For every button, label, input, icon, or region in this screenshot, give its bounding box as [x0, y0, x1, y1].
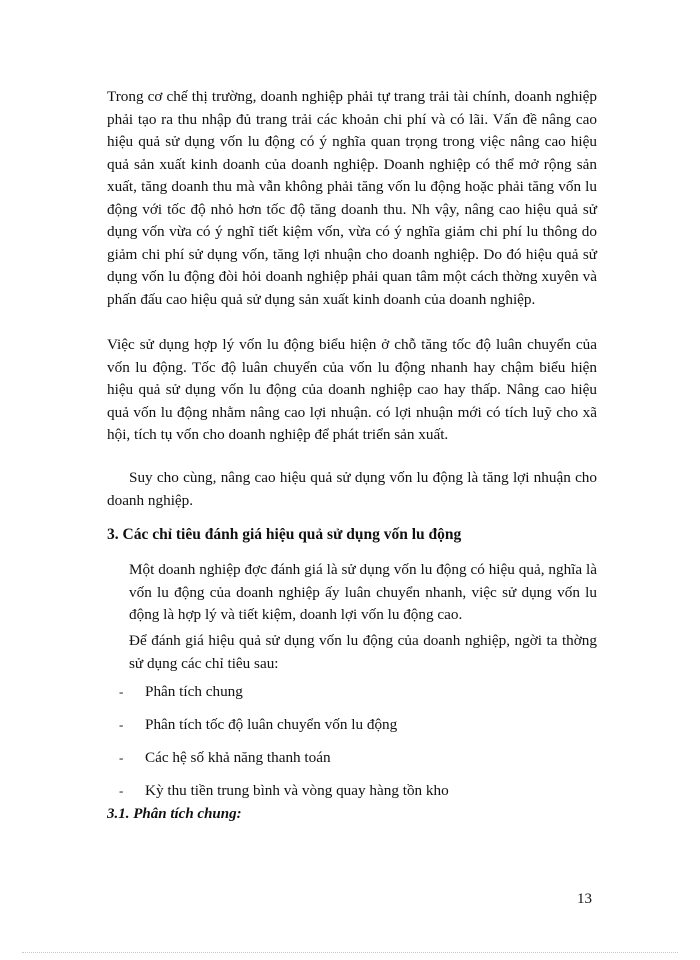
list-item	[119, 681, 589, 714]
list-item	[119, 714, 589, 747]
paragraph-indicators-intro	[129, 630, 597, 675]
paragraph-effective-definition	[129, 559, 597, 627]
paragraph-text: Một doanh nghiệp đợc đánh giá là sử dụng vốn lu động có hiệu quả, nghĩa là vốn lu động của doanh nghiệp ấy luân chuyển nhanh, việc sử dụng vốn lu động là hợp lý và tiết kiệm, doanh lợi vốn lu động cao.	[129, 561, 597, 623]
paragraph-text: Trong cơ chế thị trường, doanh nghiệp phải tự trang trải tài chính, doanh nghiệp phải tạo ra thu nhập đủ trang trải các khoản chi phí và có lãi. Vấn đề nâng cao hiệu quả sử dụng vốn lu động có ý nghĩa quan trọng trong việc nâng cao hiệu quả sản xuất kinh doanh của doanh nghiệp. Doanh nghiệp có thể mở rộng sản xuất, tăng doanh thu mà vẫn không phải tăng vốn lu động hoặc phải tăng vốn lu động với tốc độ nhỏ hơn tốc độ tăng doanh thu. Nh vậy, nâng cao hiệu quả sử dụng vốn vừa có ý nghĩ tiết kiệm vốn, vừa có ý nghĩa giảm chi phí lu thông do giảm chi phí sử dụng vốn, tăng lợi nhuận cho doanh nghiệp. Do đó hiệu quả sử dụng vốn lu động đòi hỏi doanh nghiệp phải quan tâm một cách thờng xuyên và phấn đấu cao hiệu quả sử dụng sản xuất kinh doanh của doanh nghiệp.	[107, 88, 597, 308]
paragraph-conclusion	[107, 467, 597, 512]
page-number: 13	[577, 891, 592, 907]
list-item-text: Phân tích chung	[145, 683, 243, 700]
list-item	[119, 747, 589, 780]
section-heading: 3. Các chỉ tiêu đánh giá hiệu quả sử dụng vốn lu động	[107, 526, 462, 543]
paragraph-text: Để đánh giá hiệu quả sử dụng vốn lu động của doanh nghiệp, ngời ta thờng sử dụng các chỉ tiêu sau:	[129, 632, 597, 672]
bullet-marker: -	[119, 717, 124, 732]
bullet-marker: -	[119, 750, 124, 765]
footer-divider	[22, 952, 678, 953]
list-item-text: Các hệ số khả năng thanh toán	[145, 749, 331, 766]
list-item-text: Kỳ thu tiền trung bình và vòng quay hàng tồn kho	[145, 782, 449, 799]
paragraph-rational-use	[107, 334, 597, 447]
subsection-heading: 3.1. Phân tích chung:	[107, 806, 242, 822]
paragraph-text: Suy cho cùng, nâng cao hiệu quả sử dụng vốn lu động là tăng lợi nhuận cho doanh nghiệp.	[107, 469, 597, 509]
bullet-marker: -	[119, 684, 124, 699]
paragraph-text: Việc sử dụng hợp lý vốn lu động biểu hiện ở chỗ tăng tốc độ luân chuyển của vốn lu động. Tốc độ luân chuyển của vốn lu động nhanh hay chậm biểu hiện hiệu quả sử dụng vốn lu động của doanh nghiệp cao hay thấp. Nâng cao hiệu quả vốn lu động nhằm nâng cao lợi nhuận. có lợi nhuận mới có tích luỹ cho xã hội, tích tụ vốn cho doanh nghiệp để phát triển sản xuất.	[107, 336, 597, 443]
paragraph-efficiency-importance	[107, 86, 597, 311]
indicator-list	[119, 681, 589, 813]
list-item-text: Phân tích tốc độ luân chuyển vốn lu động	[145, 716, 398, 733]
bullet-marker: -	[119, 783, 124, 798]
